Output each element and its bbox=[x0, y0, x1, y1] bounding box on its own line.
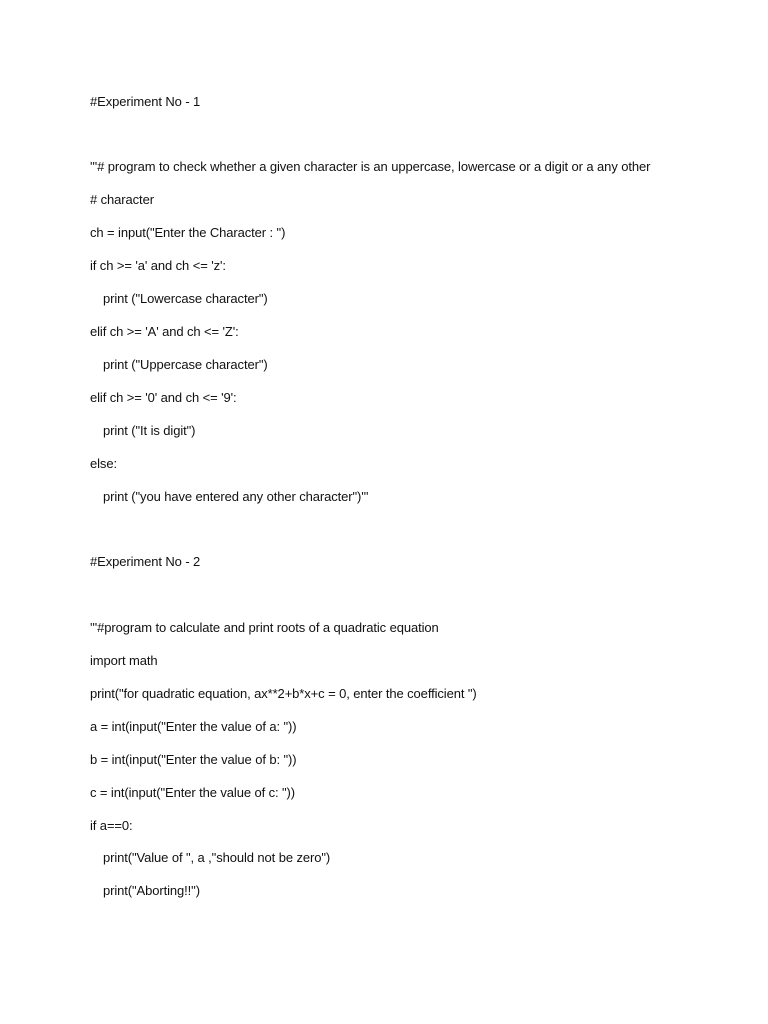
code-line: c = int(input("Enter the value of c: ")) bbox=[90, 785, 296, 800]
code-line: elif ch >= 'A' and ch <= 'Z': bbox=[90, 324, 239, 339]
code-line: # character bbox=[90, 192, 154, 207]
code-line: else: bbox=[90, 456, 117, 471]
code-line: print("Value of ", a ,"should not be zero") bbox=[103, 850, 331, 865]
experiment-1-heading: #Experiment No - 1 bbox=[90, 94, 201, 109]
code-line: print("for quadratic equation, ax**2+b*x+c = 0, enter the coefficient ") bbox=[90, 686, 477, 701]
experiment-2-heading: #Experiment No - 2 bbox=[90, 554, 201, 569]
code-line: print ("you have entered any other character")''' bbox=[103, 489, 369, 504]
code-line: '''# program to check whether a given character is an uppercase, lowercase or a digit or a any other bbox=[90, 159, 651, 174]
code-line: if ch >= 'a' and ch <= 'z': bbox=[90, 258, 226, 273]
code-line: print ("Uppercase character") bbox=[103, 357, 268, 372]
code-line: if a==0: bbox=[90, 818, 133, 833]
code-line: '''#program to calculate and print roots of a quadratic equation bbox=[90, 620, 439, 635]
code-line: ch = input("Enter the Character : ") bbox=[90, 225, 286, 240]
code-line: elif ch >= '0' and ch <= '9': bbox=[90, 390, 237, 405]
code-line: print("Aborting!!") bbox=[103, 883, 200, 898]
code-line: print ("Lowercase character") bbox=[103, 291, 268, 306]
code-line: b = int(input("Enter the value of b: ")) bbox=[90, 752, 297, 767]
code-line: a = int(input("Enter the value of a: ")) bbox=[90, 719, 297, 734]
code-line: import math bbox=[90, 653, 158, 668]
code-line: print ("It is digit") bbox=[103, 423, 196, 438]
